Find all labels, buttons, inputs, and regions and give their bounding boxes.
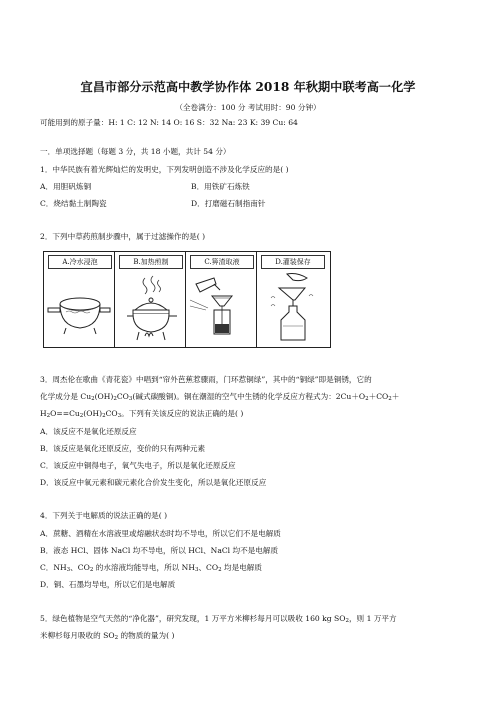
q1-stem: 1．中华民族有着光辉灿烂的发明史，下列发明创造不涉及化学反应的是( ) (40, 165, 289, 174)
q1-option-d: D．打磨磁石制指南针 (191, 199, 266, 208)
q4-option-c: C．NH3、CO2 的水溶液均能导电，所以 NH3、CO2 均是电解质 (40, 563, 262, 573)
atomic-masses: 可能用到的原子量：H: 1 C: 12 N: 14 O: 16 S：32 Na: 23 K: 39 Cu: 64 (40, 118, 298, 127)
q3-option-b: B．该反应是氧化还原反应，变价的只有两种元素 (40, 444, 206, 453)
panel-a-label: A.冷水浸泡 (48, 255, 112, 269)
q1-options-row1 (40, 181, 250, 192)
q1-option-b: B．用铁矿石炼铁 (191, 182, 250, 191)
exam-title: 宜昌市部分示范高中教学协作体 2018 年秋期中联考高一化学 (80, 80, 416, 94)
panel-d (257, 252, 328, 347)
filtering-illustration (186, 270, 257, 346)
q3-line-3: H2O==Cu2(OH)2CO3。下列有关该反应的说法正确的是( ) (40, 409, 244, 419)
q1-options-row2 (40, 198, 266, 209)
panel-c-label: C.箅渣取液 (190, 255, 254, 269)
q4-option-d: D．铜、石墨均导电，所以它们是电解质 (40, 580, 176, 589)
bottling-illustration (257, 270, 328, 346)
q1-option-a: A．用胆矾炼铜 (40, 182, 92, 191)
q5-line-1: 5．绿色植物是空气天然的“净化器”，研究发现，1 万平方米柳杉每月可以吸收 160 kg SO2，则 1 万平方 (40, 614, 397, 624)
q1-option-c: C．烧结黏土制陶瓷 (40, 199, 107, 208)
q4-stem: 4．下列关于电解质的说法正确的是( ) (40, 511, 168, 520)
panel-a (44, 252, 115, 347)
q3-line-2: 化学成分是 Cu2(OH)2CO3(碱式碳酸铜)。铜在潮湿的空气中生锈的化学反应方程式为：2Cu＋O2＋CO2＋ (40, 392, 400, 402)
q4-option-b: B．液态 HCl、固体 NaCl 均不导电，所以 HCl、NaCl 均不是电解质 (40, 546, 279, 555)
section-heading: 一．单项选择题（每题 3 分，共 18 小题，共计 54 分） (40, 147, 231, 156)
panel-b (115, 252, 186, 347)
exam-subtitle: （全卷满分：100 分 考试用时：90 分钟） (175, 103, 321, 112)
panel-b-label: B.加热煎制 (119, 255, 183, 269)
q2-stem: 2．下列中草药煎制步骤中，属于过滤操作的是( ) (40, 232, 206, 241)
q4-option-a: A．蔗糖、酒精在水溶液里或熔融状态时均不导电，所以它们不是电解质 (40, 529, 281, 538)
heating-pot-illustration (115, 270, 186, 346)
panel-d-label: D.灌装保存 (261, 255, 325, 269)
q3-option-a: A．该反应不是氧化还原反应 (40, 427, 137, 436)
panel-c (186, 252, 257, 347)
q3-option-c: C．该反应中铜得电子，氧气失电子，所以是氧化还原反应 (40, 461, 236, 470)
q3-option-d: D．该反应中氧元素和碳元素化合价发生变化，所以是氧化还原反应 (40, 478, 267, 487)
herb-preparation-figure (43, 251, 331, 348)
soaking-pot-illustration (44, 270, 115, 346)
q3-line-1: 3．周杰伦在歌曲《青花瓷》中唱到“帘外芭蕉惹骤雨，门环惹铜绿”，其中的“铜绿”即是铜锈，它的 (40, 375, 372, 384)
q5-line-2: 米柳杉每月吸收的 SO2 的物质的量为( ) (40, 631, 175, 641)
